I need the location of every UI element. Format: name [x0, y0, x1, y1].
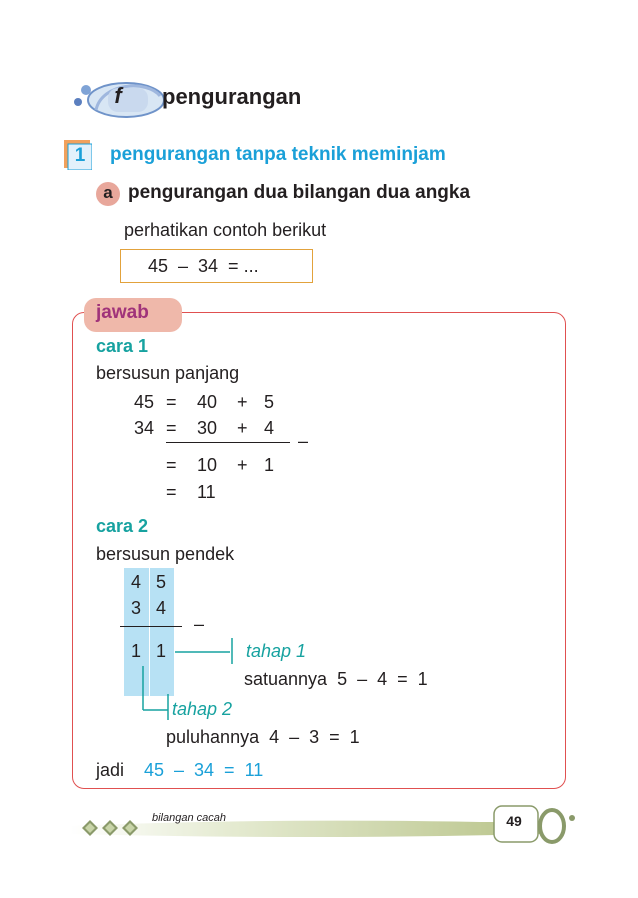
cara1-row1-a: 40 [197, 392, 218, 412]
cara2-minus-sign: – [194, 614, 205, 634]
cara2-subtraction-line [120, 626, 182, 627]
cara1-row2-b: 4 [264, 418, 275, 438]
cara1-row1-b: 5 [264, 392, 275, 412]
subsection-title: pengurangan tanpa teknik meminjam [110, 144, 446, 165]
cara2-answer-ones: 1 [156, 641, 167, 661]
subsub-title: pengurangan dua bilangan dua angka [128, 182, 471, 203]
cara1-minus-sign: – [298, 431, 309, 451]
cara2-bottom-tens: 3 [131, 598, 142, 618]
cara2-top-ones: 5 [156, 572, 167, 592]
cara1-result2-eq: = [166, 482, 177, 502]
example-expression: 45 – 34 = ... [148, 256, 259, 276]
step1-label: tahap 1 [246, 641, 307, 661]
footer-chapter: bilangan cacah [152, 812, 227, 824]
cara2-answer-tens: 1 [131, 641, 142, 661]
answer-label: jawab [96, 302, 149, 323]
cara1-row2-a: 30 [197, 418, 218, 438]
cara2-bottom-ones: 4 [156, 598, 167, 618]
cara1-row1-lhs: 45 [134, 392, 155, 412]
cara2-method: bersusun pendek [96, 544, 235, 564]
section-title: pengurangan [162, 84, 302, 109]
cara1-result2-a: 11 [197, 482, 216, 502]
subsection-number: 1 [74, 145, 86, 166]
subsub-letter: a [103, 183, 113, 202]
cara1-subtraction-line [166, 442, 290, 443]
cara1-title: cara 1 [96, 336, 149, 356]
cara1-row1-eq: = [166, 392, 177, 412]
step2-text: puluhannya 4 – 3 = 1 [166, 727, 360, 747]
cara1-result1-b: 1 [264, 455, 275, 475]
cara1-result1-eq: = [166, 455, 177, 475]
cara1-row2-op: + [237, 418, 248, 438]
cara1-result1-a: 10 [197, 455, 218, 475]
page-number: 49 [506, 813, 522, 829]
cara1-row2-eq: = [166, 418, 177, 438]
cara2-title: cara 2 [96, 516, 149, 536]
intro-text: perhatikan contoh berikut [124, 220, 327, 240]
step2-label: tahap 2 [172, 699, 233, 719]
conclusion-prefix: jadi [96, 760, 125, 780]
cara1-row2-lhs: 34 [134, 418, 155, 438]
cara1-row1-op: + [237, 392, 248, 412]
conclusion-value: 45 – 34 = 11 [144, 760, 264, 780]
cara1-method: bersusun panjang [96, 363, 240, 383]
cara2-top-tens: 4 [131, 572, 142, 592]
cara1-result1-op: + [237, 455, 248, 475]
step1-text: satuannya 5 – 4 = 1 [244, 669, 428, 689]
section-letter: f [114, 83, 122, 108]
